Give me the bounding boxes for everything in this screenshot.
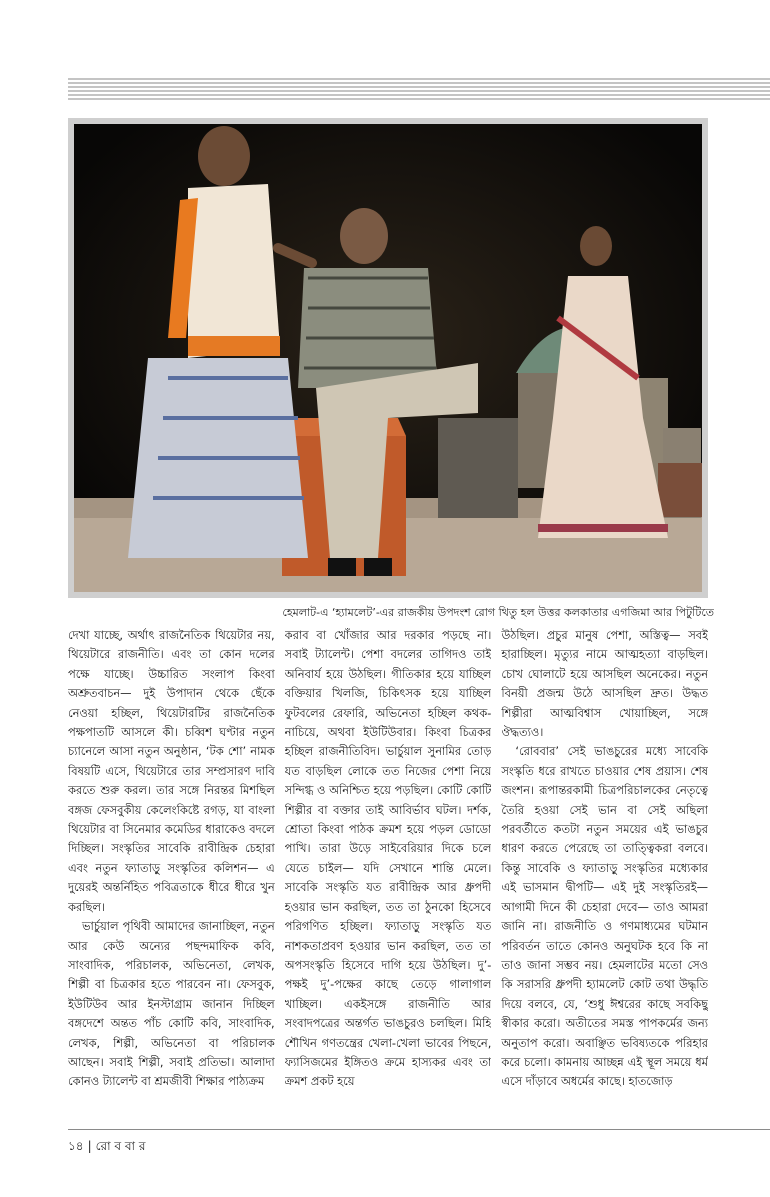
article-column-2 [285, 626, 492, 1122]
article-body [68, 626, 708, 1122]
footer-separator: | [87, 1139, 92, 1153]
stage-photo [68, 118, 708, 598]
paragraph: ভার্চুয়াল পৃথিবী আমাদের জানাচ্ছিল, নতুন আর কেউ অন্যের পছন্দমাফিক কবি, সাংবাদিক, পরিচালক, অভিনেতা, লেখক, শিল্পী বা চিত্রকার হতে পারবেন না। ফেসবুক, ইউটিউব আর ইনস্টাগ্রাম জানান দিচ্ছিল বঙ্গদেশে অন্তত পাঁচ কোটি কবি, সাংবাদিক, লেখক, শিল্পী, অভিনেতা বা পরিচালক আছেন। সবাই শিল্পী, সবাই প্রতিভা। আলাদা কোনও ট্যালেন্ট বা শ্রমজীবী শিক্ষার পাঠ্যক্রম [68, 919, 275, 1089]
paragraph: করাব বা খোঁজার আর দরকার পড়ছে না। সবাই ট্যালেন্ট। পেশা বদলের তাগিদও তাই অনিবার্য হয়ে উঠছিল। গীতিকার হয়ে যাচ্ছিল বক্তিয়ার খিলজি, চিকিৎসক হয়ে যাচ্ছিল ফুটবলের রেফারি, অভিনেতা হচ্ছিল কথক-নাচিয়ে, অথবা ইউটিউবার। কিংবা চিত্রকর হচ্ছিল রাজনীতিবিদ। ভার্চুয়াল সুনামির তোড় যত বাড়ছিল লোকে তত নিজের পেশা নিয়ে সন্দিগ্ধ ও অনিশ্চিত হয়ে পড়ছিল। কোটি কোটি শিল্পীর বা বক্তার তাই আবির্ভাব ঘটল। দর্শক, শ্রোতা কিংবা পাঠক ক্রমশ হয়ে পড়ল ডোডো পাখি। তারা উড়ে সাইবেরিয়ার দিকে চলে যেতে চাইল— যদি সেখানে শান্তি মেলে। সাবেকি সংস্কৃতি যত রাবীন্দ্রিক আর ধ্রুপদী হওয়ার ভান করছিল, তত তা ঠুনকো হিসেবে পরিগণিত হচ্ছিল। ফ্যাতাড়ু সংস্কৃতি যত নাশকতাপ্রবণ হওয়ার ভান করছিল, তত তা অপসংস্কৃতি হিসেবে দাগি হয়ে উঠছিল। দু’-পক্ষই দু’-পক্ষের কাছে তেড়ে গালাগাল খাচ্ছিল। একইসঙ্গে রাজনীতি আর সংবাদপত্রের অন্তর্গত ভাঙচুরও চলছিল। মিহি শৌখিন গণতন্ত্রের খেলা-খেলা ভাবের পিছনে, ফ্যাসিজমের ইঙ্গিতও ক্রমে হাস্যকর এবং তা ক্রমশ প্রকট হয়ে [284, 628, 492, 1089]
article-column-3 [501, 626, 708, 1122]
page-footer [68, 1138, 145, 1158]
paragraph: ‘রোববার’ সেই ভাঙচুরের মধ্যে সাবেকি সংস্কৃতি ধরে রাখতে চাওয়ার শেষ প্রয়াস। শেষ জংশন। রূপান্তরকামী চিত্রপরিচালকের নেতৃত্বে তৈরি হওয়া সেই ভান বা সেই অছিলা পরবর্তীতে কতটা নতুন সময়ের এই ভাঙচুর ধারণ করতে পেরেছে তা তাত্ত্বিকরা বলবে। কিন্তু সাবেকি ও ফ্যাতাড়ু সংস্কৃতির মধ্যেকার এই ভাসমান দ্বীপটি— এই দুই সংস্কৃতিরই— আগামী দিনে কী চেহারা দেবে— তাও আমরা জানি না। রাজনীতি ও গণমাধ্যমের ঘটমান পরিবর্তন তাতে কোনও অনুঘটক হবে কি না তাও জানা সম্ভব নয়। হেমলাটের মতো সেও কি সরাসরি ধ্রুপদী হ্যামলেট কোট তথা উদ্ধৃতি দিয়ে বলবে, যে, ‘শুধু ঈশ্বরের কাছে সবকিছু স্বীকার করো। অতীতের সমস্ত পাপকর্মের জন্য অনুতাপ করো। অবাঞ্ছিত ভবিষ্যতকে পরিহার করে চলো। কামনায় আচ্ছন্ন এই স্থূল সময়ে ধর্ম এসে দাঁড়াবে অধর্মের কাছে। হাতজোড় [501, 744, 709, 1089]
paragraph: উঠছিল। প্রচুর মানুষ পেশা, অস্তিত্ব— সবই হারাচ্ছিল। মৃত্যুর নামে আত্মহত্যা বাড়ছিল। চোখ ঘোলাটে হয়ে আসছিল অনেকের। নতুন বিনয়ী প্রজন্ম উঠে আসছিল দ্রুত। উদ্ধত শিল্পীরা আত্মবিশ্বাস খোয়াচ্ছিল, সঙ্গে ঔদ্ধত্যও। [501, 628, 709, 740]
photo-caption: হেমলাট-এ ‘হ্যামলেট’-এর রাজকীয় উপদংশ রোগ থিতু হল উত্তর কলকাতার এগজিমা আর পিটুটিতে [282, 606, 714, 619]
page-number: ১৪ [68, 1139, 84, 1153]
paragraph: দেখা যাচ্ছে, অর্থাৎ রাজনৈতিক থিয়েটার নয়, থিয়েটারে রাজনীতি। এবং তা কোন দলের পক্ষে যাচ্ছে। উচ্চারিত সংলাপ কিংবা অশ্রুতবাচন— দুই উপাদান থেকে ছেঁকে নেওয়া হচ্ছিল, থিয়েটারটির রাজনৈতিক পক্ষপাতটি আসলে কী। চব্বিশ ঘণ্টার নতুন চ্যানেলে আসা নতুন অনুষ্ঠান, ‘টক শো’ নামক বিষয়টি এসে, থিয়েটারে তার সম্প্রসারণ দাবি করতে শুরু করল। তার সঙ্গে নিরন্তর মিশছিল বঙ্গজ ফেসবুকীয় কেলেংকিষ্টে রগড়, যা বাংলা থিয়েটার বা সিনেমার কমেডির ধারাকেও বদলে দিচ্ছিল। সংস্কৃতির সাবেকি রাবীন্দ্রিক চেহারা এবং নতুন ফ্যাতাড়ু সংস্কৃতির কলিশন— এ দুয়েরই অন্তর্নিহিত পবিত্রতাকে ধীরে ধীরে খুন করছিল। [68, 628, 275, 914]
footer-rule [68, 1129, 770, 1130]
header-decorative-rules [68, 78, 770, 100]
magazine-name: রো ব বা র [95, 1139, 146, 1153]
article-column-1 [68, 626, 275, 1122]
